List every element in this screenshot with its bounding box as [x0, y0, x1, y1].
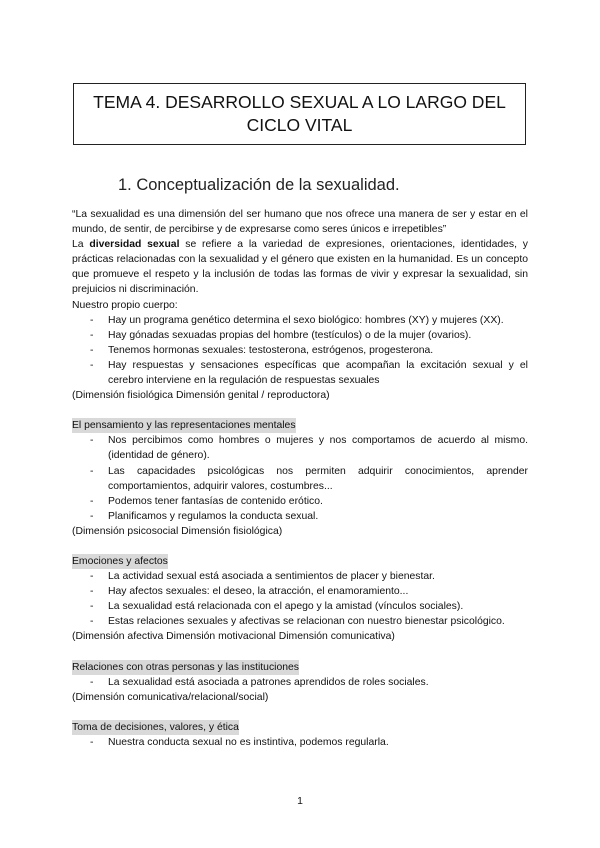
thought-list: [72, 433, 528, 524]
section-title-decisions: Toma de decisiones, valores, y ética: [72, 720, 239, 735]
decisions-list: [72, 735, 528, 750]
list-item: - La actividad sexual está asociada a sentimientos de placer y bienestar.: [72, 569, 528, 584]
quote-paragraph: “La sexualidad es una dimensión del ser humano que nos ofrece una manera de ser y estar en el mundo, de sentir, de percibirse y de expresarse como seres únicos e irrepetibles”: [72, 209, 528, 236]
body-intro: Nuestro propio cuerpo:: [72, 299, 178, 311]
list-item: - Nuestra conducta sexual no es instintiva, podemos regularla.: [72, 735, 528, 750]
diversity-pre: La: [72, 239, 90, 251]
thought-dimension: (Dimensión psicosocial Dimensión fisiológica): [72, 525, 283, 537]
relations-list: [72, 675, 528, 690]
page-number: 1: [297, 796, 303, 807]
emotions-dimension: (Dimensión afectiva Dimensión motivacional Dimensión comunicativa): [72, 631, 395, 643]
list-item: - Hay un programa genético determina el sexo biológico: hombres (XY) y mujeres (XX).: [72, 313, 528, 328]
section-title-emotions: Emociones y afectos: [72, 554, 168, 569]
list-item: - Hay respuestas y sensaciones específicas que acompañan la excitación sexual y el cerebro interviene en la regulación de respuestas sexuales: [72, 358, 528, 388]
title-box: [73, 83, 526, 145]
section-heading: 1. Conceptualización de la sexualidad.: [118, 176, 400, 194]
list-item: - Planificamos y regulamos la conducta sexual.: [72, 509, 528, 524]
list-item: - Tenemos hormonas sexuales: testosterona, estrógenos, progesterona.: [72, 343, 528, 358]
emotions-list: [72, 569, 528, 629]
section-title-thought: El pensamiento y las representaciones mentales: [72, 418, 296, 433]
diversity-term: diversidad sexual: [89, 239, 180, 251]
body-list: [72, 313, 528, 388]
diversity-paragraph: [72, 237, 528, 297]
list-item: - Hay gónadas sexuadas propias del hombre (testículos) o de la mujer (ovarios).: [72, 328, 528, 343]
title-line-2: CICLO VITAL: [246, 115, 353, 135]
title-line-1: TEMA 4. DESARROLLO SEXUAL A LO LARGO DEL: [93, 92, 506, 112]
list-item: - Podemos tener fantasías de contenido erótico.: [72, 494, 528, 509]
document-body: [72, 207, 528, 750]
list-item: - Hay afectos sexuales: el deseo, la atracción, el enamoramiento...: [72, 584, 528, 599]
list-item: - La sexualidad está relacionada con el apego y la amistad (vínculos sociales).: [72, 599, 528, 614]
list-item: - La sexualidad está asociada a patrones aprendidos de roles sociales.: [72, 675, 528, 690]
list-item: - Nos percibimos como hombres o mujeres y nos comportamos de acuerdo al mismo. (identidad de género).: [72, 433, 528, 463]
relations-dimension: (Dimensión comunicativa/relacional/social): [72, 691, 269, 703]
list-item: - Estas relaciones sexuales y afectivas se relacionan con nuestro bienestar psicológico.: [72, 614, 528, 629]
list-item: - Las capacidades psicológicas nos permiten adquirir conocimientos, aprender comportamientos, adquirir valores, costumbres...: [72, 464, 528, 494]
diversity-post: se refiere a la variedad de expresiones, orientaciones, identidades, y prácticas relacionadas con la sexualidad y el género que existen en la humanidad. Es un concepto que promueve el respeto y la inclusión de todas las formas de vivir y expresar la sexualidad, sin prejuicios ni discriminación.: [72, 239, 528, 296]
body-dimension: (Dimensión fisiológica Dimensión genital / reproductora): [72, 390, 330, 402]
section-title-relations: Relaciones con otras personas y las instituciones: [72, 660, 299, 675]
